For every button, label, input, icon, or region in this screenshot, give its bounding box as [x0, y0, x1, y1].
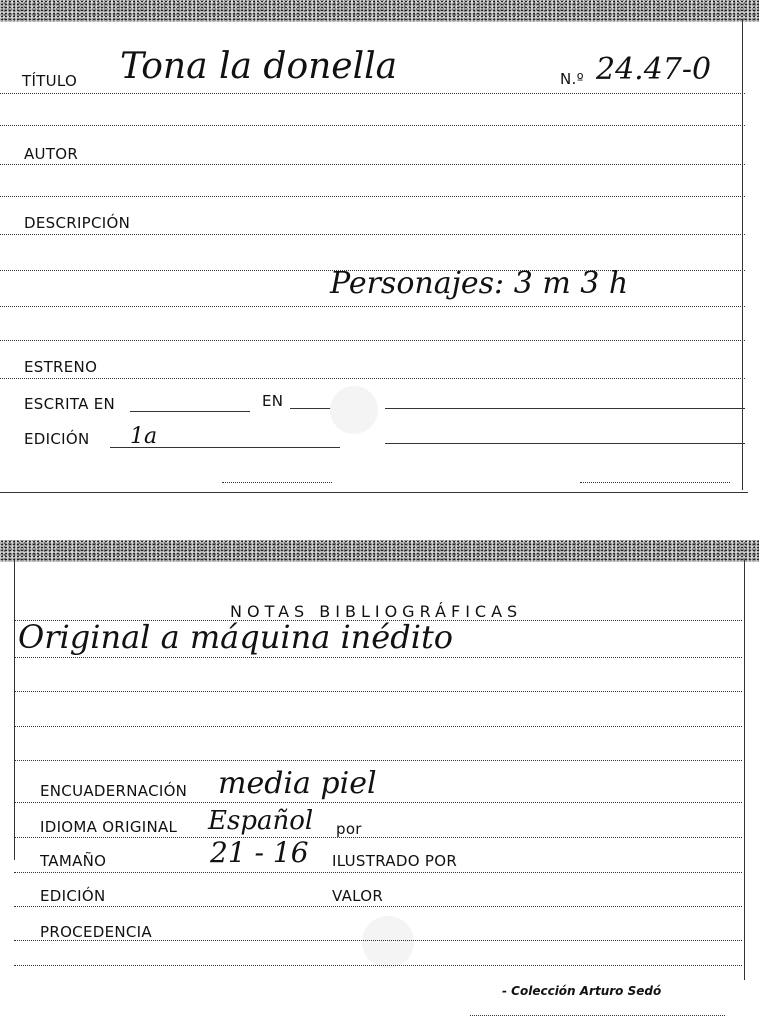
value-label: VALOR	[332, 887, 384, 905]
notes-value: Original a máquina inédito	[18, 618, 454, 656]
number-value: 24.47-0	[596, 52, 712, 87]
rule	[14, 906, 742, 907]
rule	[385, 408, 745, 409]
stamp-mark	[330, 386, 378, 434]
illustrated-label: ILUSTRADO POR	[332, 852, 458, 870]
card-right-edge	[742, 20, 743, 490]
section-title: NOTAS BIBLIOGRÁFICAS	[230, 602, 523, 621]
edition-value: 1a	[130, 424, 158, 449]
catalog-card-bottom	[0, 540, 759, 1028]
title-value: Tona la donella	[120, 46, 398, 87]
stamp-mark	[362, 916, 414, 968]
rule	[290, 408, 332, 409]
rule	[110, 447, 340, 448]
rule	[14, 837, 742, 838]
rule	[0, 93, 745, 94]
rule	[470, 1015, 725, 1016]
card-left-edge	[14, 560, 15, 860]
rule	[14, 760, 742, 761]
rule	[0, 125, 745, 126]
footer-credit: - Colección Arturo Sedó	[502, 984, 662, 998]
rule	[14, 940, 742, 941]
card-top-border	[0, 0, 759, 22]
binding-value: media piel	[218, 766, 377, 801]
card-right-edge	[744, 560, 745, 980]
rule	[0, 378, 745, 379]
rule	[14, 657, 742, 658]
title-label: TÍTULO	[22, 72, 78, 90]
rule	[0, 164, 745, 165]
size-label: TAMAÑO	[40, 852, 107, 870]
binding-label: ENCUADERNACIÓN	[40, 782, 188, 800]
number-label: N.º	[560, 70, 584, 88]
description-value: Personajes: 3 m 3 h	[330, 266, 629, 301]
rule	[385, 443, 745, 444]
description-label: DESCRIPCIÓN	[24, 214, 131, 232]
rule	[0, 234, 745, 235]
rule	[0, 306, 745, 307]
rule	[14, 726, 742, 727]
edition-label: EDICIÓN	[24, 430, 90, 448]
rule	[14, 872, 742, 873]
rule	[14, 802, 742, 803]
rule	[130, 411, 250, 412]
provenance-label: PROCEDENCIA	[40, 923, 152, 941]
rule	[14, 620, 742, 621]
author-label: AUTOR	[24, 145, 79, 163]
in-label: EN	[262, 392, 284, 410]
catalog-card-top	[0, 0, 759, 495]
card-bottom-edge	[0, 492, 748, 493]
card-bottom-border	[0, 540, 759, 562]
edition-label: EDICIÓN	[40, 887, 106, 905]
rule	[0, 340, 745, 341]
original-language-label: IDIOMA ORIGINAL	[40, 818, 178, 836]
written-in-label: ESCRITA EN	[24, 395, 116, 413]
rule	[0, 196, 745, 197]
rule	[222, 482, 332, 483]
original-language-value: Español	[208, 806, 314, 836]
premiere-label: ESTRENO	[24, 358, 98, 376]
rule	[580, 482, 730, 483]
by-label: por	[336, 820, 362, 838]
rule	[14, 691, 742, 692]
size-value: 21 - 16	[210, 836, 309, 869]
rule	[14, 965, 742, 966]
